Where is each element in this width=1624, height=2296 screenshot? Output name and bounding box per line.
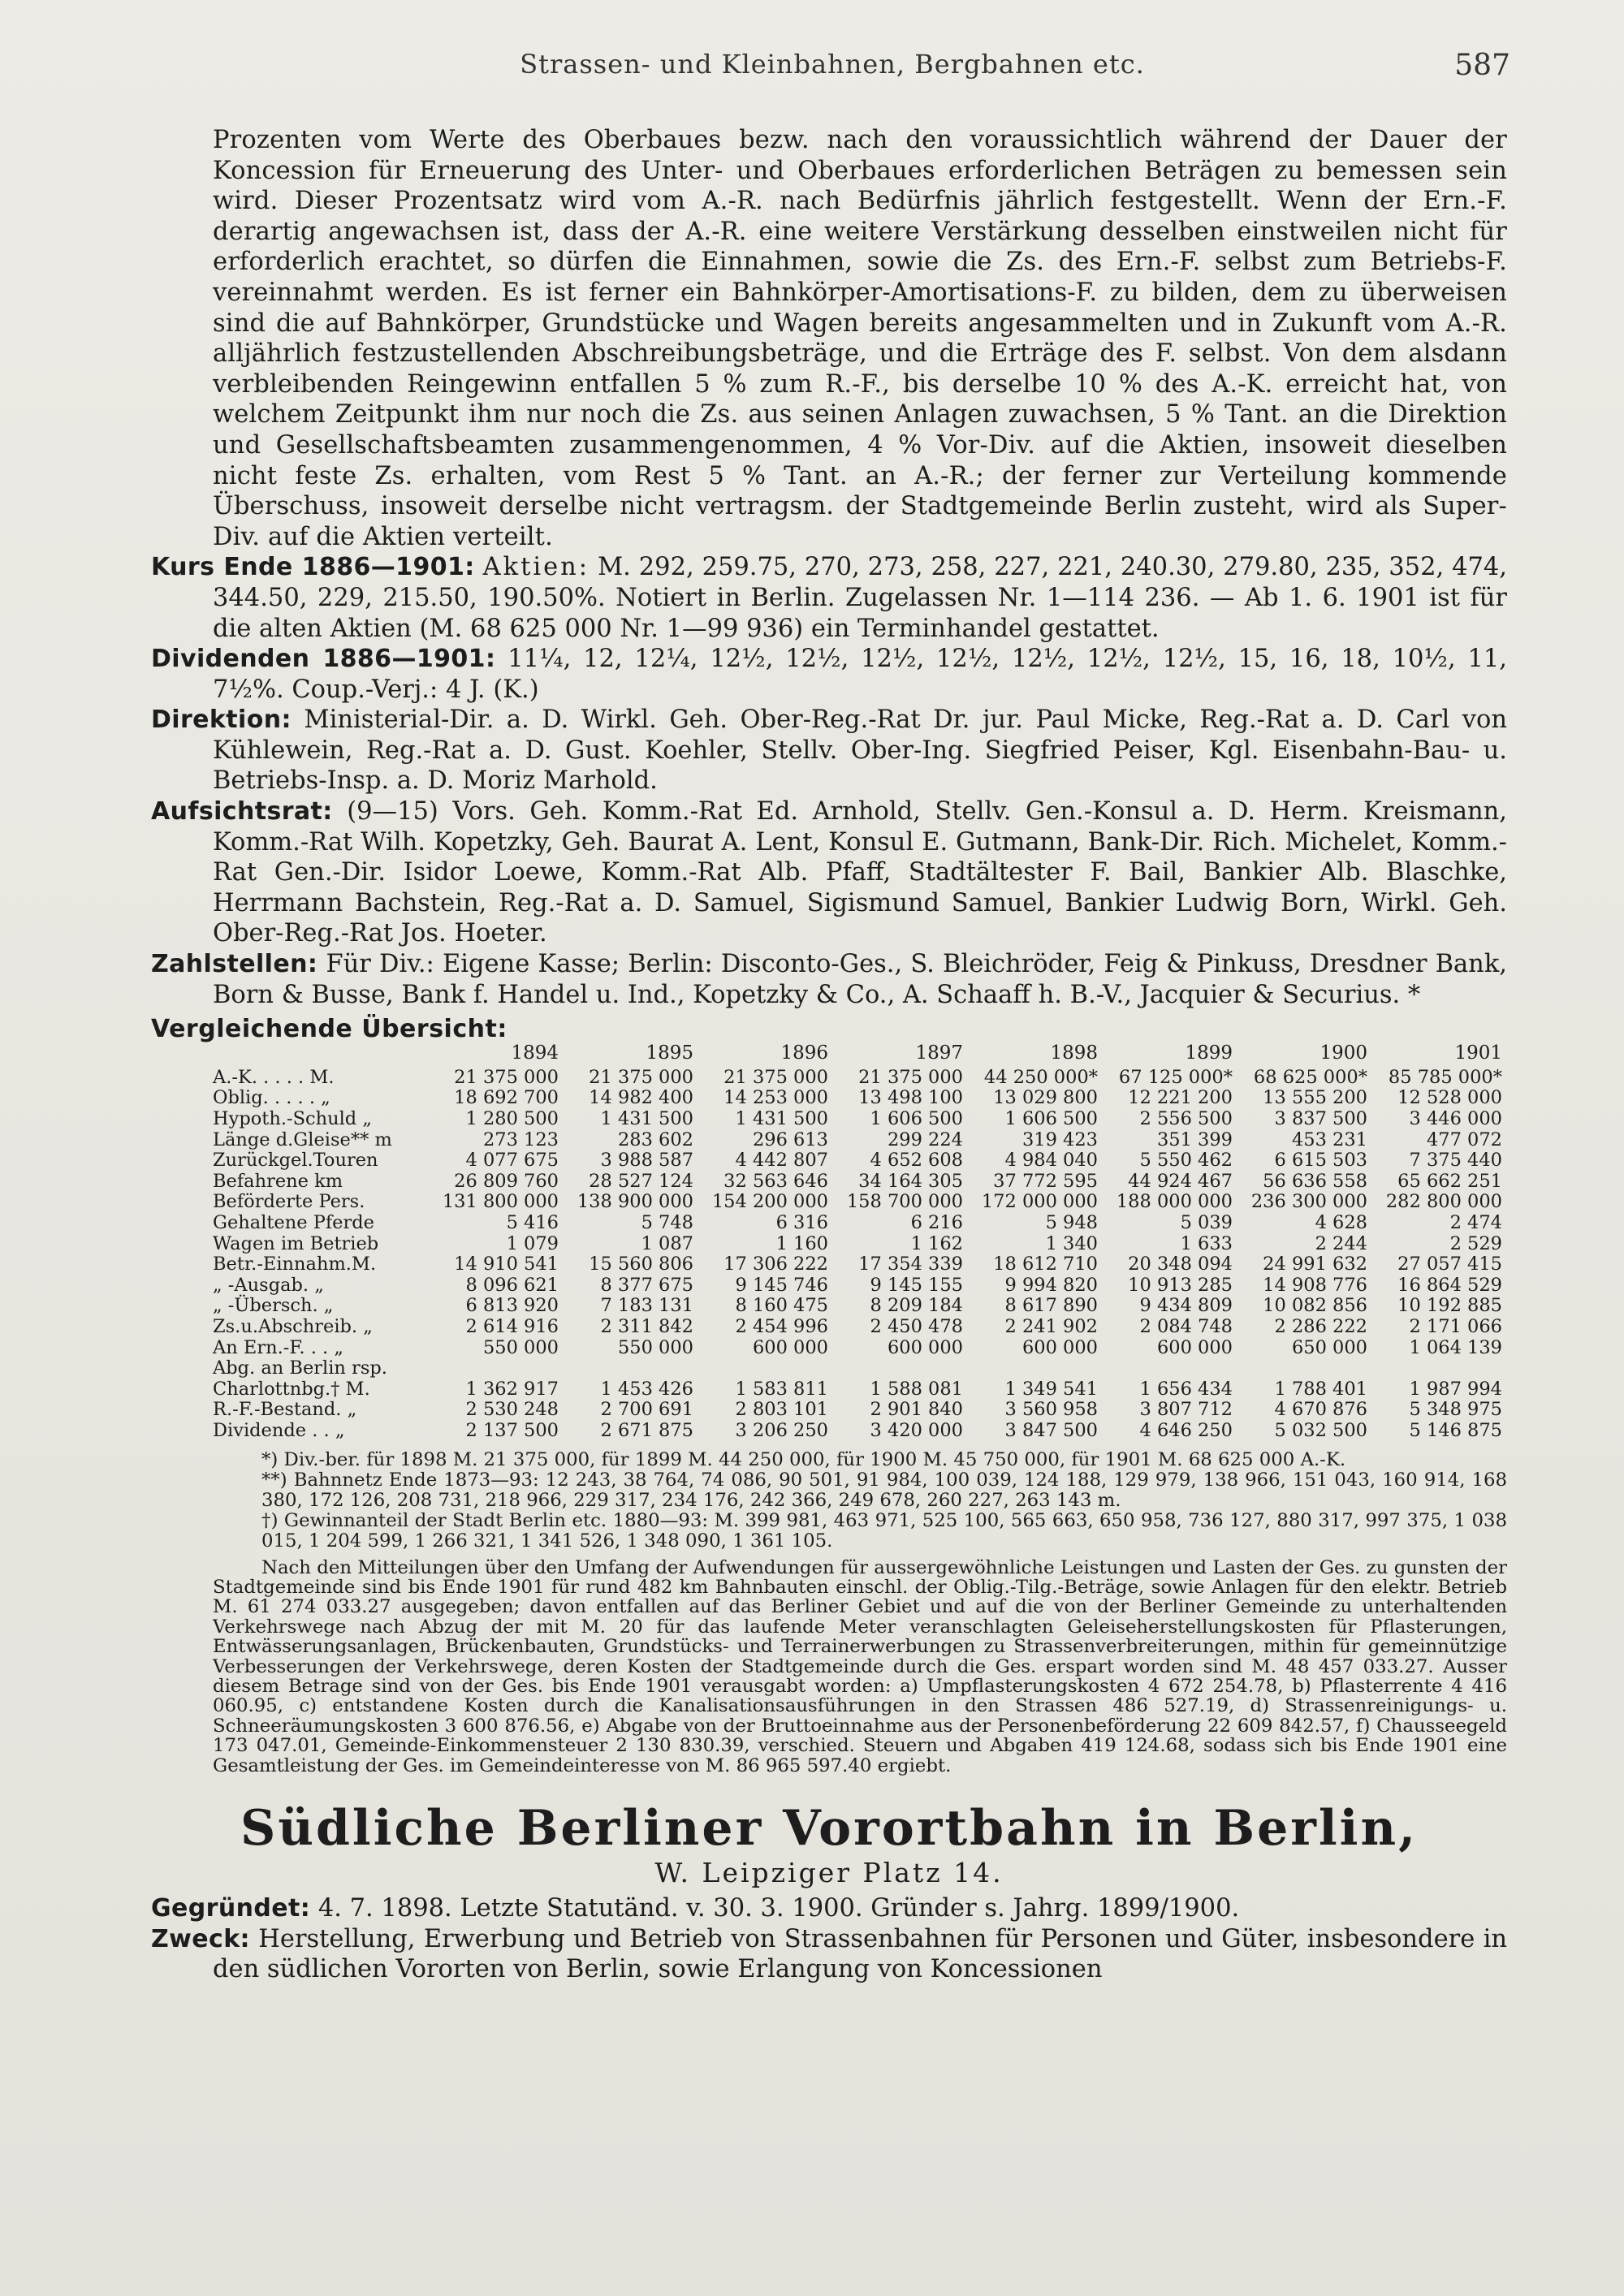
row-label: Befahrene km <box>213 1170 343 1192</box>
row-label: Zs.u.Abschreib. „ <box>213 1315 373 1337</box>
table-cell: 550 000 <box>482 1336 559 1358</box>
table-cell: 1 162 <box>910 1232 963 1254</box>
page-number: 587 <box>1454 49 1510 82</box>
table-cell: 24 991 632 <box>1263 1254 1367 1275</box>
table-cell: 2 614 916 <box>465 1315 559 1337</box>
table-cell <box>698 1358 833 1379</box>
aufsichtsrat-entry <box>151 796 1507 949</box>
table-cell: 1 633 <box>1180 1232 1233 1254</box>
table-cell: 2 137 500 <box>465 1419 559 1441</box>
row-label: Hypoth.-Schuld „ <box>213 1108 372 1129</box>
table-cell: 2 450 478 <box>870 1315 963 1337</box>
table-cell: 7 375 440 <box>1409 1150 1502 1172</box>
table-cell: 131 800 000 <box>442 1191 559 1213</box>
table-cell: 7 183 131 <box>600 1295 693 1317</box>
table-cell: 1 087 <box>641 1232 693 1254</box>
table-cell: 154 200 000 <box>711 1191 828 1213</box>
table-cell: 1 987 994 <box>1409 1378 1502 1400</box>
table-cell: 21 375 000 <box>858 1066 963 1088</box>
table-cell: 5 416 <box>506 1211 559 1233</box>
table-cell: 2 171 066 <box>1409 1315 1502 1337</box>
table-cell: 4 628 <box>1315 1211 1367 1233</box>
table-cell: 5 146 875 <box>1409 1419 1502 1441</box>
table-cell: 85 785 000* <box>1388 1066 1502 1088</box>
table-cell: 299 224 <box>887 1129 963 1150</box>
row-label: Beförderte Pers. <box>213 1191 365 1213</box>
row-label: R.-F.-Bestand. „ <box>213 1399 357 1421</box>
table-cell: 650 000 <box>1291 1336 1367 1358</box>
row-label: An Ern.-F. . . „ <box>213 1336 343 1358</box>
table-cell: 4 442 807 <box>735 1150 828 1172</box>
direktion-entry <box>151 705 1507 796</box>
table-cell: 18 612 710 <box>993 1254 1098 1275</box>
year-header: 1901 <box>1454 1042 1502 1064</box>
table-cell: 1 431 500 <box>600 1108 693 1129</box>
table-cell: 10 192 885 <box>1397 1295 1502 1317</box>
table-cell: 13 555 200 <box>1263 1087 1367 1109</box>
table-cell: 8 377 675 <box>600 1274 693 1296</box>
kurs-text: M. 292, 259.75, 270, 273, 258, 227, 221, 240.30, 279.80, 235, 352, 474, 344.50, 229, 215.50, 190.50%. Notiert in Berlin. Zugelassen Nr. 1—114 236. — Ab 1. 6. 1901 ist für die alten Aktien (M. 68 625 000 Nr. 1—99 936) ein Terminhandel gestattet. <box>213 553 1507 643</box>
row-label: Wagen im Betrieb <box>213 1232 379 1254</box>
table-cell: 17 306 222 <box>723 1254 828 1275</box>
gegruendet-entry <box>151 1893 1507 1924</box>
table-cell: 296 613 <box>752 1129 828 1150</box>
table-row <box>213 1088 1507 1109</box>
footnote: †) Gewinnanteil der Stadt Berlin etc. 1880—93: M. 399 981, 463 971, 525 100, 565 663, 650 958, 736 127, 880 317, 997 375, 1 038 015, 1 204 599, 1 266 321, 1 341 526, 1 348 090, 1 361 105. <box>261 1509 1507 1552</box>
table-cell: 3 206 250 <box>735 1419 828 1441</box>
table-cell: 65 662 251 <box>1397 1170 1502 1192</box>
table-cell: 2 530 248 <box>465 1399 559 1421</box>
table-cell: 6 316 <box>775 1211 828 1233</box>
table-cell: 1 453 426 <box>600 1378 693 1400</box>
table-cell: 8 617 890 <box>1004 1295 1098 1317</box>
table-cell: 2 671 875 <box>600 1419 693 1441</box>
table-cell: 1 280 500 <box>465 1108 559 1129</box>
kurs-entry <box>151 552 1507 644</box>
zweck-label: Zweck: <box>151 1924 250 1953</box>
row-label: „ -Übersch. „ <box>213 1295 334 1317</box>
table-cell: 5 748 <box>641 1211 693 1233</box>
row-label: Dividende . . „ <box>213 1419 345 1441</box>
main-column <box>151 125 1507 1985</box>
table-cell <box>1237 1358 1372 1379</box>
kurs-aktien-label: Aktien: <box>482 553 590 582</box>
zahlstellen-label: Zahlstellen: <box>151 950 318 979</box>
vergleich-title: Vergleichende Übersicht: <box>151 1015 508 1044</box>
year-header: 1896 <box>780 1042 828 1064</box>
company-address: W. Leipziger Platz 14. <box>654 1856 1004 1888</box>
table-cell: 1 606 500 <box>1004 1108 1098 1129</box>
table-cell: 68 625 000* <box>1253 1066 1367 1088</box>
row-label: A.-K. . . . . M. <box>213 1066 335 1088</box>
vergleich-header-row <box>213 1043 1507 1068</box>
table-cell: 10 082 856 <box>1263 1295 1367 1317</box>
table-cell: 2 474 <box>1449 1211 1502 1233</box>
table-cell: 600 000 <box>887 1336 963 1358</box>
table-cell: 12 528 000 <box>1397 1087 1502 1109</box>
table-row <box>213 1358 1507 1379</box>
table-cell: 1 788 401 <box>1274 1378 1367 1400</box>
table-cell: 9 145 155 <box>870 1274 963 1296</box>
table-row <box>213 1421 1507 1442</box>
table-cell: 1 606 500 <box>870 1108 963 1129</box>
table-row <box>213 1296 1507 1317</box>
year-header: 1900 <box>1320 1042 1367 1064</box>
table-cell: 67 125 000* <box>1118 1066 1233 1088</box>
table-cell: 1 064 139 <box>1409 1336 1502 1358</box>
table-cell: 3 837 500 <box>1274 1108 1367 1129</box>
table-cell: 4 077 675 <box>465 1150 559 1172</box>
table-cell: 2 529 <box>1449 1232 1502 1254</box>
table-row <box>213 1379 1507 1400</box>
table-cell: 34 164 305 <box>858 1170 963 1192</box>
table-cell: 2 454 996 <box>735 1315 828 1337</box>
table-cell: 477 072 <box>1426 1129 1502 1150</box>
table-row <box>213 1400 1507 1421</box>
table-cell: 550 000 <box>617 1336 693 1358</box>
table-cell <box>429 1358 564 1379</box>
table-cell: 17 354 339 <box>858 1254 963 1275</box>
table-cell: 5 032 500 <box>1274 1419 1367 1441</box>
table-cell: 188 000 000 <box>1116 1191 1233 1213</box>
direktion-label: Direktion: <box>151 706 292 735</box>
table-cell: 1 079 <box>506 1232 559 1254</box>
table-cell: 9 434 809 <box>1139 1295 1233 1317</box>
table-cell: 236 300 000 <box>1250 1191 1367 1213</box>
table-cell: 13 498 100 <box>858 1087 963 1109</box>
table-cell: 282 800 000 <box>1385 1191 1502 1213</box>
row-label: Länge d.Gleise** m <box>213 1129 392 1150</box>
table-row <box>213 1150 1507 1172</box>
table-cell: 3 560 958 <box>1004 1399 1098 1421</box>
zahlstellen-text: Für Div.: Eigene Kasse; Berlin: Disconto-Ges., S. Bleichröder, Feig & Pinkuss, Dresdner Bank, Born & Busse, Bank f. Handel u. Ind., Kopetzky & Co., A. Schaaff h. B.-V., Jacquier & Securius. * <box>213 950 1508 1009</box>
table-cell: 5 348 975 <box>1409 1399 1502 1421</box>
table-cell: 21 375 000 <box>723 1066 828 1088</box>
table-cell <box>1372 1358 1507 1379</box>
table-cell: 2 244 <box>1315 1232 1367 1254</box>
company-title: Südliche Berliner Vorortbahn in Berlin, <box>240 1799 1418 1857</box>
table-cell: 9 145 746 <box>735 1274 828 1296</box>
table-cell: 5 550 462 <box>1139 1150 1233 1172</box>
table-cell: 2 084 748 <box>1139 1315 1233 1337</box>
table-row <box>213 1338 1507 1359</box>
vergleich-corner <box>213 1043 429 1068</box>
footnote: *) Div.-ber. für 1898 M. 21 375 000, für 1899 M. 44 250 000, für 1900 M. 45 750 000, für 1901 M. 68 625 000 A.-K. <box>261 1448 1346 1470</box>
table-row <box>213 1275 1507 1297</box>
row-label: Zurückgel.Touren <box>213 1150 378 1172</box>
table-row <box>213 1192 1507 1213</box>
table-cell: 600 000 <box>1156 1336 1233 1358</box>
footnote: **) Bahnnetz Ende 1873—93: 12 243, 38 764, 74 086, 90 501, 91 984, 100 039, 124 188, 129 979, 138 966, 151 043, 160 914, 168 380, 172 126, 208 731, 218 966, 229 317, 234 176, 242 366, 249 678, 260 227, 263 143 m. <box>261 1469 1507 1511</box>
table-cell: 3 420 000 <box>870 1419 963 1441</box>
year-header: 1895 <box>646 1042 693 1064</box>
table-cell: 6 813 920 <box>465 1295 559 1317</box>
table-cell: 273 123 <box>482 1129 559 1150</box>
table-cell: 9 994 820 <box>1004 1274 1098 1296</box>
running-title: Strassen- und Kleinbahnen, Bergbahnen etc. <box>520 49 1145 80</box>
table-row <box>213 1317 1507 1338</box>
table-cell: 1 588 081 <box>870 1378 963 1400</box>
table-cell: 4 670 876 <box>1274 1399 1367 1421</box>
table-cell: 14 910 541 <box>454 1254 559 1275</box>
aufsichtsrat-label: Aufsichtsrat: <box>151 797 333 826</box>
direktion-text: Ministerial-Dir. a. D. Wirkl. Geh. Ober-Reg.-Rat Dr. jur. Paul Micke, Reg.-Rat a. D. Carl von Kühlewein, Reg.-Rat a. D. Gust. Koehler, Stellv. Ober-Ing. Siegfried Peiser, Kgl. Eisenbahn-Bau- u. Betriebs-Insp. a. D. Moriz Marhold. <box>213 706 1507 796</box>
table-row <box>213 1172 1507 1193</box>
table-cell: 453 231 <box>1291 1129 1367 1150</box>
gegruendet-label: Gegründet: <box>151 1893 311 1923</box>
intro-paragraph: Prozenten vom Werte des Oberbaues bezw. nach den voraussichtlich während der Dauer der Koncession für Erneuerung des Unter- und Oberbaues erforderlichen Beträgen zu bemessen sein wird. Dieser Prozentsatz wird vom A.-R. nach Bedürfnis jährlich festgestellt. Wenn der Ern.-F. derartig angewachsen ist, dass der A.-R. eine weitere Verstärkung desselben einstweilen nicht für erforderlich erachtet, so dürfen die Einnahmen, sowie die Zs. des Ern.-F. selbst zum Betriebs-F. vereinnahmt werden. Es ist ferner ein Bahnkörper-Amortisations-F. zu bilden, dem zu überweisen sind die auf Bahnkörper, Grundstücke und Wagen bereits angesammelten und in Zukunft vom A.-R. alljährlich festzustellenden Abschreibungsbeträge, und die Erträge des F. selbst. Von dem alsdann verbleibenden Reingewinn entfallen 5 % zum R.-F., bis derselbe 10 % des A.-K. erreicht hat, von welchem Zeitpunkt ihm nur noch die Zs. aus seinen Anlagen zuwachsen, 5 % Tant. an die Direktion und Gesellschaftsbeamten zusammengenommen, 4 % Vor-Div. auf die Aktien, insoweit dieselben nicht feste Zs. erhalten, vom Rest 5 % Tant. an A.-R.; der ferner zur Verteilung kommende Überschuss, insoweit derselbe nicht vertragsm. der Stadtgemeinde Berlin zusteht, wird als Super-Div. auf die Aktien verteilt. <box>213 126 1507 551</box>
table-cell: 1 431 500 <box>735 1108 828 1129</box>
table-cell: 4 652 608 <box>870 1150 963 1172</box>
table-cell <box>968 1358 1103 1379</box>
row-label: „ -Ausgab. „ <box>213 1274 324 1296</box>
table-cell: 1 349 541 <box>1004 1378 1098 1400</box>
dividenden-label: Dividenden 1886—1901: <box>151 645 496 674</box>
table-cell: 2 286 222 <box>1274 1315 1367 1337</box>
table-cell: 8 096 621 <box>465 1274 559 1296</box>
table-cell: 1 583 811 <box>735 1378 828 1400</box>
long-note: Nach den Mitteilungen über den Umfang der Aufwendungen für aussergewöhnliche Leistungen und Lasten der Ges. zu gunsten der Stadtgemeinde sind bis Ende 1901 für rund 482 km Bahnbauten einschl. der Oblig.-Tilg.-Beträge, sowie Anlagen für den elektr. Betrieb M. 61 274 033.27 ausgegeben; davon entfallen auf das Berliner Gebiet und auf die von der Berliner Gemeinde zu unterhaltenden Verkehrswege nach Abzug der mit M. 20 für das laufende Meter veranschlagten Geleiseherstellungskosten für Pflasterungen, Entwässerungsanlagen, Brückenbauten, Grundstücks- und Terrainerwerbungen zu Strassenverbreiterungen, mithin für gemeinnützige Verbesserungen der Verkehrswege, deren Kosten der Stadtgemeinde durch die Ges. erspart worden sind M. 48 457 033.27. Ausser diesem Betrage sind von der Ges. bis Ende 1901 verausgabt worden: a) Umpflasterungskosten 4 672 254.78, b) Pflasterrente 4 416 060.95, c) entstandene Kosten durch die Kanalisationsausführungen in den Strassen 486 527.19, d) Strassenreinigungs- u. Schneeräumungskosten 3 600 876.56, e) Abgabe von der Bruttoeinnahme aus der Personenbeförderung 22 609 842.57, f) Chausseegeld 173 047.01, Gemeinde-Einkommensteuer 2 130 830.39, verschied. Steuern und Abgaben 419 124.68, sodass sich bis Ende 1901 eine Gesamtleistung der Ges. im Gemeindeinteresse von M. 86 965 597.40 ergiebt. <box>213 1556 1507 1776</box>
table-cell: 16 864 529 <box>1397 1274 1502 1296</box>
year-header: 1898 <box>1050 1042 1098 1064</box>
table-row <box>213 1234 1507 1255</box>
gegruendet-text: 4. 7. 1898. Letzte Statutänd. v. 30. 3. 1900. Gründer s. Jahrg. 1899/1900. <box>317 1893 1240 1923</box>
table-cell: 32 563 646 <box>723 1170 828 1192</box>
table-cell: 3 446 000 <box>1409 1108 1502 1129</box>
table-cell: 4 646 250 <box>1139 1419 1233 1441</box>
table-row <box>213 1068 1507 1089</box>
table-cell: 56 636 558 <box>1263 1170 1367 1192</box>
table-cell: 12 221 200 <box>1128 1087 1233 1109</box>
table-cell: 44 924 467 <box>1128 1170 1233 1192</box>
table-cell: 20 348 094 <box>1128 1254 1233 1275</box>
table-cell: 27 057 415 <box>1397 1254 1502 1275</box>
table-cell: 14 253 000 <box>723 1087 828 1109</box>
dividenden-entry <box>151 644 1507 705</box>
table-cell: 44 250 000* <box>983 1066 1098 1088</box>
table-cell: 1 656 434 <box>1139 1378 1233 1400</box>
table-cell: 319 423 <box>1021 1129 1098 1150</box>
table-cell: 351 399 <box>1156 1129 1233 1150</box>
dividenden-text: 11¼, 12, 12¼, 12½, 12½, 12½, 12½, 12½, 12½, 12½, 15, 16, 18, 10½, 11, 7½%. Coup.-Verj.: 4 J. (K.) <box>213 645 1508 704</box>
table-cell: 6 615 503 <box>1274 1150 1367 1172</box>
row-label: Gehaltene Pferde <box>213 1211 374 1233</box>
table-cell: 21 375 000 <box>589 1066 693 1088</box>
table-cell: 5 039 <box>1180 1211 1233 1233</box>
zweck-entry <box>151 1924 1507 1985</box>
table-cell: 1 362 917 <box>465 1378 559 1400</box>
table-cell: 600 000 <box>1021 1336 1098 1358</box>
table-cell <box>564 1358 698 1379</box>
table-cell: 4 984 040 <box>1004 1150 1098 1172</box>
zweck-text: Herstellung, Erwerbung und Betrieb von Strassenbahnen für Personen und Güter, insbesondere in den südlichen Vororten von Berlin, sowie Erlangung von Koncessionen <box>213 1924 1507 1984</box>
table-cell: 5 948 <box>1045 1211 1098 1233</box>
aufsichtsrat-text: (9—15) Vors. Geh. Komm.-Rat Ed. Arnhold, Stellv. Gen.-Konsul a. D. Herm. Kreismann, Komm.-Rat Wilh. Kopetzky, Geh. Baurat A. Lent, Konsul E. Gutmann, Bank-Dir. Rich. Michelet, Komm.-Rat Gen.-Dir. Isidor Loewe, Komm.-Rat Alb. Pfaff, Stadtältester F. Bail, Bankier Alb. Blaschke, Herrmann Bachstein, Reg.-Rat a. D. Samuel, Sigismund Samuel, Bankier Ludwig Born, Wirkl. Geh. Ober-Reg.-Rat Jos. Hoeter. <box>213 797 1507 948</box>
vergleich-table <box>213 1043 1507 1441</box>
page-header <box>154 49 1510 88</box>
table-row <box>213 1213 1507 1234</box>
footnotes <box>213 1450 1507 1552</box>
table-cell: 600 000 <box>752 1336 828 1358</box>
table-cell: 6 216 <box>910 1211 963 1233</box>
year-header: 1899 <box>1185 1042 1233 1064</box>
year-header: 1897 <box>915 1042 963 1064</box>
table-cell: 26 809 760 <box>454 1170 559 1192</box>
table-cell: 3 807 712 <box>1139 1399 1233 1421</box>
table-cell: 14 908 776 <box>1263 1274 1367 1296</box>
table-row <box>213 1130 1507 1151</box>
table-cell: 28 527 124 <box>589 1170 693 1192</box>
table-cell: 18 692 700 <box>454 1087 559 1109</box>
year-header: 1894 <box>511 1042 559 1064</box>
table-cell: 283 602 <box>617 1129 693 1150</box>
table-cell: 14 982 400 <box>589 1087 693 1109</box>
row-label: Charlottnbg.† M. <box>213 1378 370 1400</box>
table-cell <box>833 1358 968 1379</box>
table-row <box>213 1254 1507 1275</box>
table-cell: 1 340 <box>1045 1232 1098 1254</box>
table-cell: 2 901 840 <box>870 1399 963 1421</box>
table-cell: 21 375 000 <box>454 1066 559 1088</box>
table-cell: 2 311 842 <box>600 1315 693 1337</box>
table-cell: 2 241 902 <box>1004 1315 1098 1337</box>
table-cell <box>1103 1358 1237 1379</box>
table-row <box>213 1109 1507 1130</box>
table-cell: 10 913 285 <box>1128 1274 1233 1296</box>
table-cell: 1 160 <box>775 1232 828 1254</box>
row-label: Oblig. . . . . „ <box>213 1087 330 1109</box>
table-cell: 3 988 587 <box>600 1150 693 1172</box>
row-label: Abg. an Berlin rsp. <box>213 1357 387 1379</box>
table-cell: 13 029 800 <box>993 1087 1098 1109</box>
table-cell: 8 160 475 <box>735 1295 828 1317</box>
table-cell: 2 700 691 <box>600 1399 693 1421</box>
table-cell: 15 560 806 <box>589 1254 693 1275</box>
table-cell: 2 803 101 <box>735 1399 828 1421</box>
table-cell: 172 000 000 <box>981 1191 1098 1213</box>
kurs-label: Kurs Ende 1886—1901: <box>151 553 475 582</box>
table-cell: 3 847 500 <box>1004 1419 1098 1441</box>
table-cell: 2 556 500 <box>1139 1108 1233 1129</box>
vergleich-body <box>213 1068 1507 1442</box>
table-cell: 158 700 000 <box>846 1191 963 1213</box>
table-cell: 8 209 184 <box>870 1295 963 1317</box>
zahlstellen-entry <box>151 949 1507 1010</box>
table-cell: 138 900 000 <box>577 1191 693 1213</box>
table-cell: 37 772 595 <box>993 1170 1098 1192</box>
row-label: Betr.-Einnahm.M. <box>213 1254 377 1275</box>
